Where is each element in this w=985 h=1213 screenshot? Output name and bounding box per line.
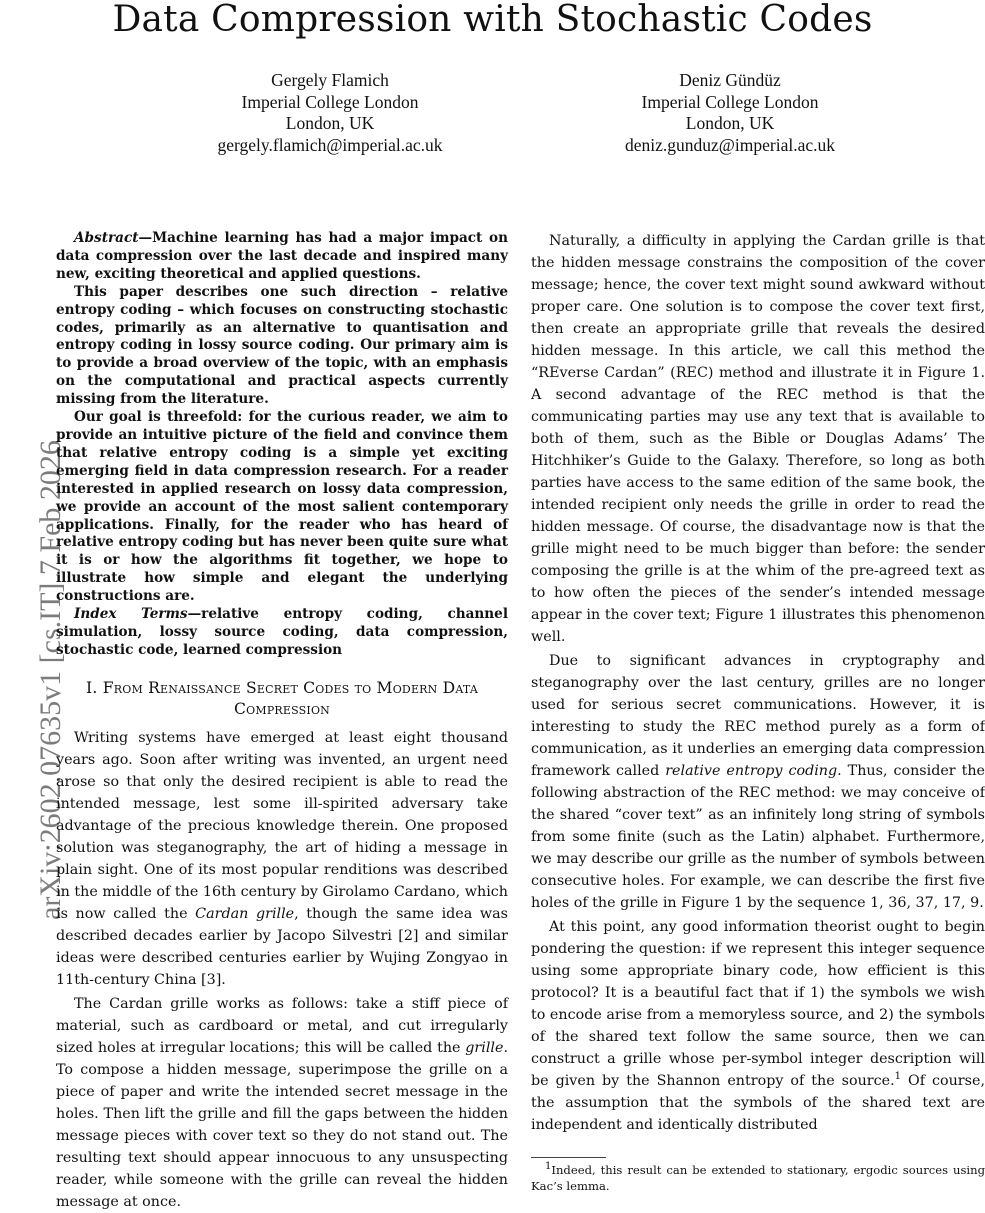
emphasis-text: grille [465, 1039, 504, 1056]
author-affiliation: Imperial College London [641, 91, 819, 112]
index-terms [56, 606, 508, 660]
footnote-divider [531, 1157, 606, 1158]
index-terms-text: —relative entropy coding, channel simulation, lossy source coding, data compression, stochastic code, learned compression [56, 606, 508, 658]
left-column [56, 230, 508, 1213]
body-paragraph [531, 916, 985, 1136]
text-run: Of course, the assumption that the symbols of the shared text are independent and identically distributed [531, 1073, 985, 1133]
section-heading [56, 678, 508, 721]
author-name: Deniz Gündüz [679, 70, 781, 90]
abstract-label: Abstract [74, 230, 139, 246]
text-run: . Thus, consider the following abstraction of the REC method: we may conceive of the shared “cover text” as an infinitely long string of symbols from some finite (such as the Latin) alphabet. Furthermore, we may describe our grille as the number of symbols between consecutive holes. For example, we can describe the first five holes of the grille in Figure 1 by the sequence 1, 36, 37, 17, 9. [531, 763, 985, 911]
text-run: , though the same idea was described decades earlier by Jacopo Silvestri [2] and similar ideas were described centuries earlier by Wujing Zongyao in 11th-century China [3]. [56, 905, 509, 988]
abstract-paragraph [56, 230, 508, 284]
section-number: I. [86, 678, 98, 697]
body-paragraph [56, 993, 508, 1213]
abstract-text: —Machine learning has had a major impact on data compression over the last decade and inspired many new, exciting theoretical and applied questions. [56, 230, 508, 282]
text-run: . To compose a hidden message, superimpose the grille on a piece of paper and write the intended secret message in the holes. Then lift the grille and fill the gaps between the hidden message pieces with cover text so they do not stand out. The resulting text should appear innocuous to any unsuspecting reader, while someone with the grille can reveal the hidden message at once. [56, 1039, 508, 1210]
author-email: deniz.gunduz@imperial.ac.uk [625, 134, 835, 155]
author-block-2 [590, 70, 870, 156]
section-title: From Renaissance Secret Codes to Modern Data Compression [102, 678, 478, 719]
arxiv-stamp: arXiv:2602.07635v1 [cs.IT] 7 Feb 2026 [34, 440, 67, 920]
abstract-paragraph: This paper describes one such direction – relative entropy coding – which focuses on constructing stochastic codes, primarily as an alternative to quantisation and entropy coding in lossy source coding. Our primary aim is to provide a broad overview of the topic, with an emphasis on the computational and practical aspects currently missing from the literature. [56, 283, 508, 408]
author-location: London, UK [685, 113, 775, 134]
right-column [531, 230, 985, 1136]
footnote [531, 1162, 985, 1194]
author-affiliation: Imperial College London [241, 91, 419, 112]
paper-title: Data Compression with Stochastic Codes [112, 0, 873, 40]
emphasis-text: relative entropy coding [665, 763, 838, 779]
author-email: gergely.flamich@imperial.ac.uk [217, 134, 443, 155]
index-terms-label: Index Terms [74, 606, 188, 623]
text-run: Writing systems have emerged at least eight thousand years ago. Soon after writing was invented, an urgent need arose so that only the desired recipient is able to read the intended message, lest some ill-spirited adversary take advantage of the precious knowledge therein. One proposed solution was steganography, the art of hiding a message in plain sight. One of its most popular renditions was described in the middle of the 16th century by Girolamo Cardano, which is now called the [56, 729, 508, 922]
emphasis-text: Cardan grille [195, 905, 295, 922]
body-paragraph [531, 650, 985, 914]
body-paragraph: Naturally, a difficulty in applying the Cardan grille is that the hidden message constrains the composition of the cover message; hence, the cover text might sound awkward without proper care. One solution is to compose the cover text first, then create an appropriate grille that reveals the desired hidden message. In this article, we call this method the “REverse Cardan” (REC) method and illustrate it in Figure 1. A second advantage of the REC method is that the communicating parties may use any text that is available to both of them, such as the Bible or Douglas Adams’ The Hitchhiker’s Guide to the Galaxy. Therefore, so long as both parties have access to the same edition of the same book, the intended recipient only needs the grille in order to read the hidden message. Of course, the disadvantage now is that the grille might need to be much bigger than before: the sender composing the grille is at the whim of the pre-agreed text as to how often the pieces of the sender’s intended message appear in the cover text; Figure 1 illustrates this phenomenon well. [531, 233, 985, 645]
footnote-text: Indeed, this result can be extended to stationary, ergodic sources using Kac’s lemma. [531, 1163, 985, 1193]
author-name: Gergely Flamich [271, 70, 389, 90]
footnote-number: 1 [545, 1161, 552, 1173]
author-block-1 [205, 70, 455, 156]
author-location: London, UK [285, 113, 375, 134]
text-run: Due to significant advances in cryptography and steganography over the last century, grilles are no longer used for serious secret communications. However, it is interesting to study the REC method purely as a form of communication, as it underlies an emerging data compression framework called [531, 653, 985, 779]
arxiv-stamp-wrapper [0, 310, 67, 920]
footnote-marker[interactable]: 1 [894, 1071, 902, 1083]
body-paragraph [56, 727, 508, 991]
text-run: The Cardan grille works as follows: take a stiff piece of material, such as cardboard or metal, and cut irregularly sized holes at irregular locations; this will be called the [56, 995, 508, 1056]
text-run: At this point, any good information theorist ought to begin pondering the question: if we represent this integer sequence using some appropriate binary code, how efficient is this protocol? It is a beautiful fact that if 1) the symbols we wish to encode arise from a memoryless source, and 2) the symbols of the shared text follow the same source, then we can construct a grille whose per-symbol integer description will be given by the Shannon entropy of the source. [531, 919, 985, 1089]
abstract-paragraph: Our goal is threefold: for the curious reader, we aim to provide an intuitive picture of the field and convince them that relative entropy coding is a simple yet exciting emerging field in data compression research. For a reader interested in applied research on lossy data compression, we provide an account of the most salient contemporary applications. Finally, for the reader who has heard of relative entropy coding but has never been quite sure what it is or how the algorithms fit together, we hope to illustrate how simple and elegant the underlying constructions are. [56, 409, 508, 605]
